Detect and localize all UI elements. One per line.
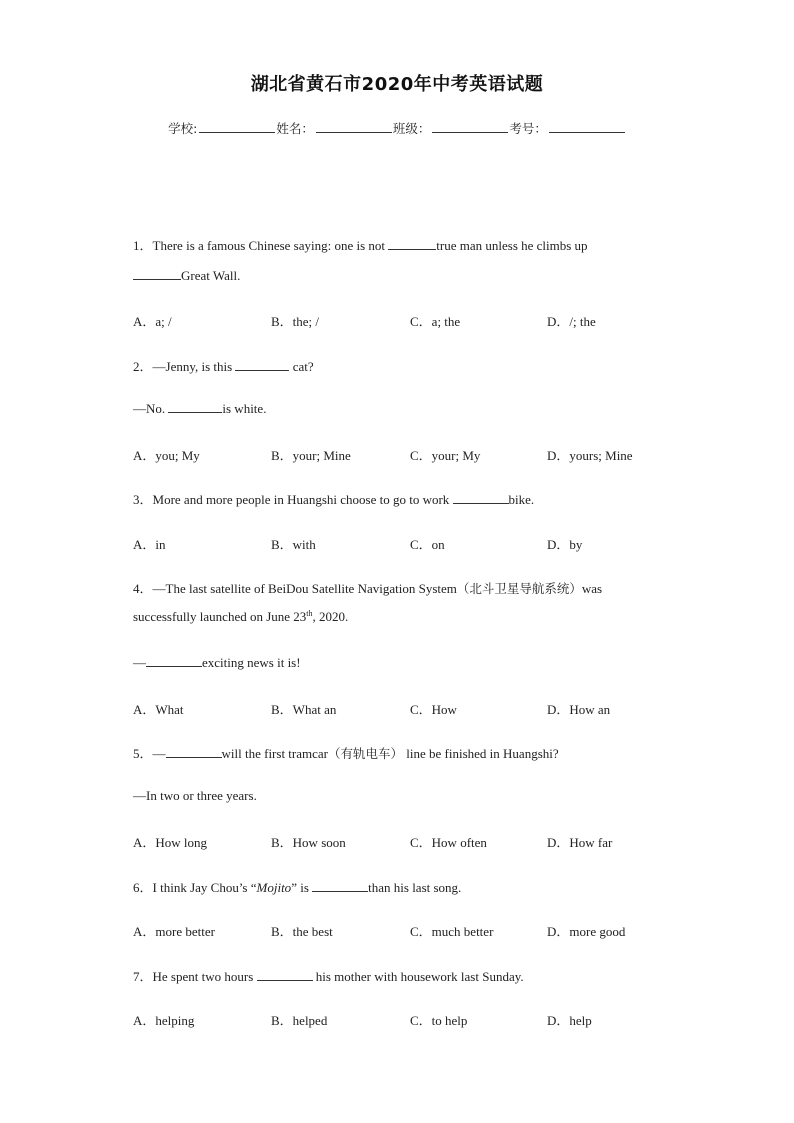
option-b: B．How soon <box>271 835 346 850</box>
question-text: — <box>133 655 146 670</box>
question-2-line-2 <box>133 400 266 417</box>
school-blank <box>199 120 275 133</box>
question-4-line-3 <box>133 654 301 671</box>
question-text: —Jenny, is this <box>152 359 236 374</box>
question-5-line-1 <box>133 743 559 762</box>
option-c: C．How <box>410 702 457 717</box>
option-d: D．How far <box>547 835 613 850</box>
question-text: than his last song. <box>368 880 462 895</box>
ordinal-suffix: th <box>306 609 313 618</box>
question-text: was <box>581 581 603 596</box>
question-text: ” is <box>291 880 313 895</box>
option-d: D．yours; Mine <box>547 448 633 463</box>
question-text: line be finished in Huangshi? <box>403 746 559 761</box>
option-a: A．helping <box>133 1013 195 1028</box>
option-a: A．more better <box>133 924 215 939</box>
question-4-line-1 <box>133 578 602 597</box>
option-d: D．by <box>547 537 583 552</box>
question-text: —No. <box>133 401 169 416</box>
student-info-line <box>0 119 794 137</box>
option-a: A．What <box>133 702 184 717</box>
answer-blank <box>257 968 313 981</box>
option-a: A．a; / <box>133 314 172 329</box>
question-number: 3． <box>133 492 153 507</box>
question-3-line-1 <box>133 489 534 508</box>
question-text: — <box>152 746 166 761</box>
question-number: 5． <box>133 746 153 761</box>
option-b: B．helped <box>271 1013 328 1028</box>
option-d: D．help <box>547 1013 592 1028</box>
option-d: D．more good <box>547 924 626 939</box>
question-text: There is a famous Chinese saying: one is not <box>152 238 389 253</box>
question-4-options <box>133 699 693 717</box>
question-text: his mother with housework last Sunday. <box>312 969 524 984</box>
question-text: He spent two hours <box>152 969 257 984</box>
question-text: is white. <box>222 401 267 416</box>
question-2-line-1 <box>133 356 314 375</box>
question-text: cat? <box>289 359 314 374</box>
question-number: 1． <box>133 238 153 253</box>
school-label: 学校: <box>168 121 198 136</box>
question-text: true man unless he climbs up <box>436 238 588 253</box>
song-title: Mojito <box>256 880 292 895</box>
option-c: C．your; My <box>410 448 481 463</box>
question-3-options <box>133 534 693 552</box>
question-5-line-2 <box>133 788 257 804</box>
question-5-options <box>133 832 693 850</box>
chinese-annotation: （北斗卫星导航系统） <box>456 581 582 596</box>
option-a: A．in <box>133 537 166 552</box>
question-7-line-1 <box>133 966 524 985</box>
option-c: C．How often <box>410 835 487 850</box>
answer-blank <box>453 491 509 504</box>
question-text: —In two or three years. <box>133 788 257 803</box>
question-number: 4． <box>133 581 153 596</box>
question-1-options <box>133 311 693 329</box>
option-a: A．How long <box>133 835 208 850</box>
chinese-annotation: （有轨电车） <box>328 746 404 761</box>
answer-blank <box>388 237 436 250</box>
name-blank <box>316 120 392 133</box>
answer-blank <box>312 879 368 892</box>
question-text: bike. <box>508 492 535 507</box>
question-text: More and more people in Huangshi choose to go to work <box>152 492 453 507</box>
answer-blank <box>133 267 181 280</box>
answer-blank <box>235 358 289 371</box>
answer-blank <box>146 654 202 667</box>
option-c: C．a; the <box>410 314 461 329</box>
page-title: 湖北省黄石市2020年中考英语试题 <box>250 74 544 95</box>
question-text: successfully launched on June 23 <box>133 609 307 624</box>
option-a: A．you; My <box>133 448 200 463</box>
question-6-line-1 <box>133 877 461 896</box>
name-label: 姓名： <box>276 121 314 136</box>
question-text: will the first tramcar <box>221 746 329 761</box>
question-1-line-2 <box>133 267 240 284</box>
question-4-line-2 <box>133 609 348 625</box>
question-1-line-1 <box>133 235 588 254</box>
option-b: B．What an <box>271 702 337 717</box>
option-c: C．much better <box>410 924 494 939</box>
question-2-options <box>133 445 693 463</box>
option-b: B．the best <box>271 924 333 939</box>
option-b: B．your; Mine <box>271 448 351 463</box>
number-blank <box>549 120 625 133</box>
question-number: 2． <box>133 359 153 374</box>
question-text: Great Wall. <box>181 268 241 283</box>
class-blank <box>432 120 508 133</box>
option-b: B．with <box>271 537 316 552</box>
option-d: D．How an <box>547 702 611 717</box>
question-text: I think Jay Chou’s “ <box>152 880 257 895</box>
answer-blank <box>166 745 222 758</box>
question-text: —The last satellite of BeiDou Satellite Navigation System <box>152 581 457 596</box>
question-number: 7． <box>133 969 153 984</box>
question-7-options <box>133 1010 693 1028</box>
option-d: D．/; the <box>547 314 596 329</box>
question-number: 6． <box>133 880 153 895</box>
number-label: 考号： <box>509 121 547 136</box>
question-6-options <box>133 921 693 939</box>
option-c: C．to help <box>410 1013 468 1028</box>
answer-blank <box>168 400 222 413</box>
option-c: C．on <box>410 537 445 552</box>
option-b: B．the; / <box>271 314 320 329</box>
question-text: , 2020. <box>312 609 349 624</box>
class-label: 班级： <box>392 121 431 136</box>
question-text: exciting news it is! <box>202 655 301 670</box>
